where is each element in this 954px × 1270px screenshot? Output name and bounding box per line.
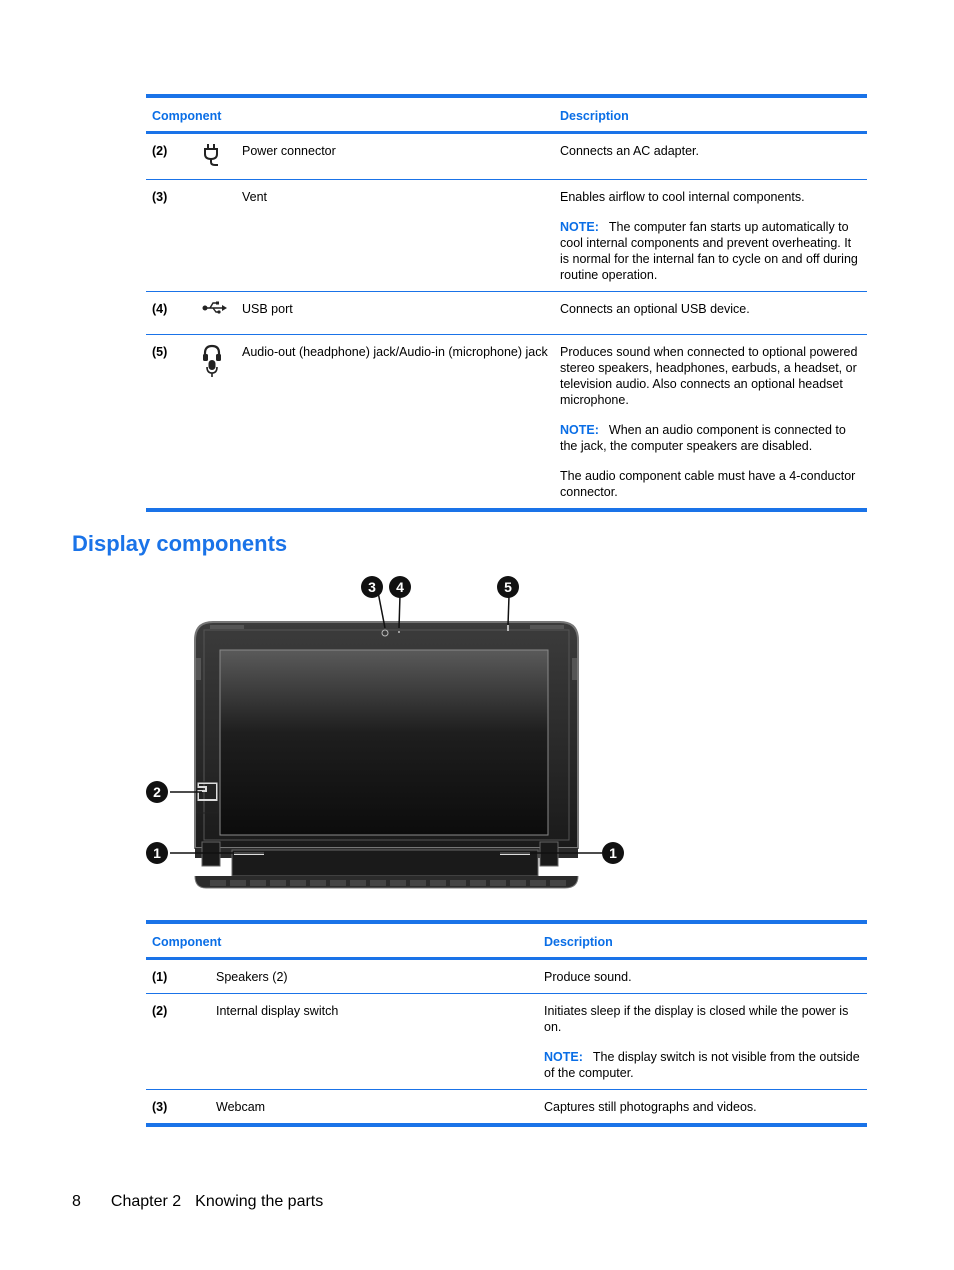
- description-text: Connects an AC adapter.: [560, 144, 699, 158]
- table-row: [146, 133, 867, 180]
- table-row: [146, 180, 867, 292]
- svg-text:4: 4: [396, 579, 404, 595]
- section-title: Display components: [72, 531, 288, 556]
- svg-text:2: 2: [153, 784, 161, 800]
- note-text: When an audio component is connected to the jack, the computer speakers are disabled.: [560, 423, 846, 453]
- table-header-row: [146, 96, 867, 133]
- row-number: (2): [152, 1004, 168, 1018]
- description-text-after: The audio component cable must have a 4-conductor connector.: [560, 469, 856, 499]
- row-number: (5): [152, 345, 168, 359]
- table-header-row: [146, 922, 867, 959]
- laptop-display: [195, 622, 578, 888]
- row-number: (3): [152, 190, 168, 204]
- component-description: Produce sound.: [544, 970, 632, 984]
- table-row: [146, 292, 867, 335]
- page-number: 8: [72, 1193, 81, 1210]
- callout-1-left: [146, 842, 168, 864]
- chapter-label: Chapter 2: [110, 1193, 182, 1210]
- note: [560, 422, 861, 454]
- display-components-table: [146, 920, 867, 1127]
- component-name: Webcam: [216, 1100, 266, 1114]
- table-row: [146, 959, 867, 994]
- page-footer: [72, 1193, 353, 1211]
- headphone-microphone-icon: [202, 344, 222, 378]
- note-label: NOTE:: [560, 220, 599, 234]
- header-description: Description: [560, 109, 629, 123]
- callout-1-right: [602, 842, 624, 864]
- component-description: [554, 292, 867, 335]
- component-description: Captures still photographs and videos.: [544, 1100, 757, 1114]
- row-number: (2): [152, 144, 168, 158]
- note-label: NOTE:: [560, 423, 599, 437]
- table-row: [146, 1090, 867, 1126]
- callout-3: [361, 576, 383, 598]
- component-name: Internal display switch: [216, 1004, 339, 1018]
- row-number: (3): [152, 1100, 168, 1114]
- icon-cell: [196, 133, 236, 180]
- table-row: [146, 994, 867, 1090]
- icon-cell: [196, 180, 236, 292]
- callout-5: [497, 576, 519, 598]
- component-name: USB port: [242, 302, 293, 316]
- table-row: [146, 335, 867, 511]
- component-name: Power connector: [242, 144, 336, 158]
- callout-4: [389, 576, 411, 598]
- row-number: (4): [152, 302, 168, 316]
- usb-icon: [202, 301, 228, 315]
- display-illustration: [140, 570, 640, 900]
- component-name: Vent: [242, 190, 268, 204]
- description-text: Connects an optional USB device.: [560, 302, 750, 316]
- callout-2: [146, 781, 168, 803]
- note-text: The display switch is not visible from the outside of the computer.: [544, 1050, 860, 1080]
- component-description: [554, 335, 867, 511]
- component-name: Speakers (2): [216, 970, 288, 984]
- svg-text:1: 1: [153, 845, 161, 861]
- component-description: [554, 180, 867, 292]
- component-description: [554, 133, 867, 180]
- component-description: [538, 994, 867, 1090]
- description-text: Produces sound when connected to optional powered stereo speakers, headphones, earbuds, a headset, or television audio. Also connects an optional headset microphone.: [560, 345, 858, 407]
- power-plug-icon: [202, 143, 220, 167]
- chapter-title: Knowing the parts: [195, 1193, 324, 1210]
- header-component: Component: [152, 935, 222, 949]
- description-text: Initiates sleep if the display is closed while the power is on.: [544, 1004, 849, 1034]
- row-number: (1): [152, 970, 168, 984]
- icon-cell: [196, 335, 236, 511]
- icon-cell: [196, 292, 236, 335]
- svg-text:3: 3: [368, 579, 376, 595]
- header-component: Component: [152, 109, 222, 123]
- components-table-top: [146, 94, 867, 512]
- note-text: The computer fan starts up automatically to cool internal components and prevent overheating. It is normal for the internal fan to cycle on and off during routine operation.: [560, 220, 858, 282]
- component-name: Audio-out (headphone) jack/Audio-in (microphone) jack: [242, 345, 548, 359]
- note: [544, 1049, 861, 1081]
- svg-text:5: 5: [504, 579, 512, 595]
- svg-text:1: 1: [609, 845, 617, 861]
- description-text: Enables airflow to cool internal components.: [560, 190, 805, 204]
- note-label: NOTE:: [544, 1050, 583, 1064]
- header-description: Description: [544, 935, 613, 949]
- note: [560, 219, 861, 283]
